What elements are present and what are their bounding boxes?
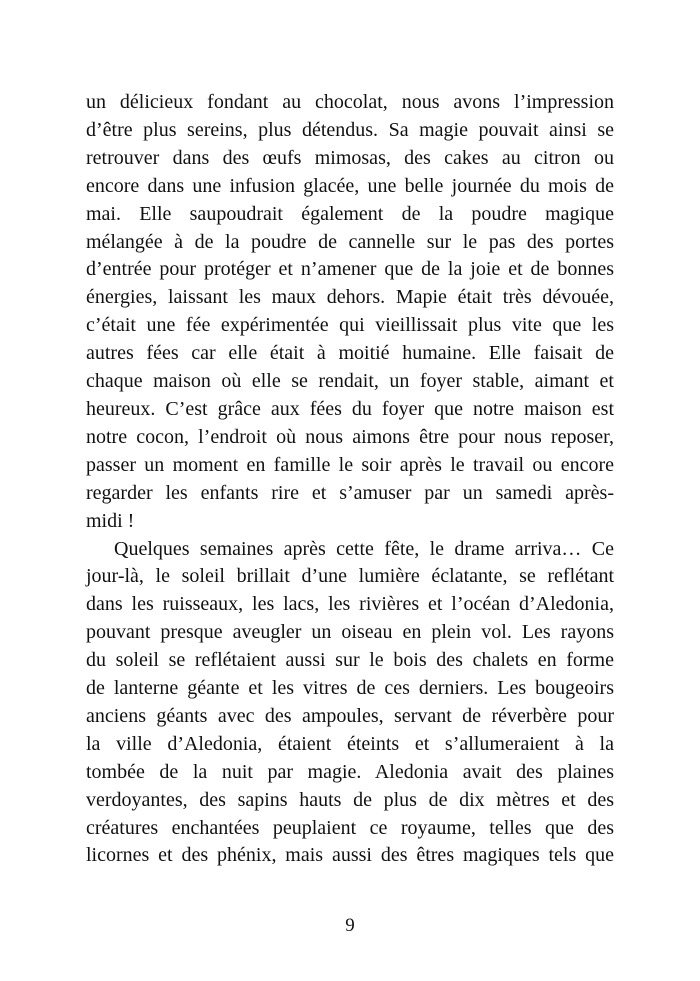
text-line: d’être plus sereins, plus détendus. Sa magie pouvait ainsi se bbox=[86, 118, 614, 141]
text-line: d’entrée pour protéger et n’amener que de la joie et de bonnes bbox=[86, 258, 614, 281]
text-line: autres fées car elle était à moitié humaine. Elle faisait de bbox=[86, 342, 614, 365]
text-line: encore dans une infusion glacée, une belle journée du mois de bbox=[86, 174, 614, 197]
text-line: la ville d’Aledonia, étaient éteints et s’allumeraient à la bbox=[86, 732, 614, 755]
text-line: heureux. C’est grâce aux fées du foyer que notre maison est bbox=[86, 397, 614, 420]
text-line: c’était une fée expérimentée qui vieillissait plus vite que les bbox=[86, 314, 614, 337]
text-line: dans les ruisseaux, les lacs, les rivières et l’océan d’Aledonia, bbox=[86, 593, 614, 616]
text-line: verdoyantes, des sapins hauts de plus de dix mètres et des bbox=[86, 788, 614, 811]
text-line: passer un moment en famille le soir après le travail ou encore bbox=[86, 453, 614, 476]
text-line: regarder les enfants rire et s’amuser par un samedi après- bbox=[86, 481, 614, 504]
text-line: énergies, laissant les maux dehors. Mapie était très dévouée, bbox=[86, 286, 614, 309]
text-line: un délicieux fondant au chocolat, nous avons l’impression bbox=[86, 91, 614, 113]
text-line: chaque maison où elle se rendait, un foyer stable, aimant et bbox=[86, 370, 614, 393]
paragraph bbox=[86, 89, 614, 536]
text-line: créatures enchantées peuplaient ce royaume, telles que des bbox=[86, 816, 614, 839]
text-line: retrouver dans des œufs mimosas, des cakes au citron ou bbox=[86, 146, 614, 169]
text-line: licornes et des phénix, mais aussi des êtres magiques tels que bbox=[86, 844, 614, 867]
text-line: pouvant presque aveugler un oiseau en plein vol. Les rayons bbox=[86, 621, 614, 644]
text-line: de lanterne géante et les vitres de ces derniers. Les bougeoirs bbox=[86, 677, 614, 700]
text-line: mélangée à de la poudre de cannelle sur le pas des portes bbox=[86, 230, 614, 253]
text-line: notre cocon, l’endroit où nous aimons être pour nous reposer, bbox=[86, 425, 614, 448]
text-line: Quelques semaines après cette fête, le drame arriva… Ce bbox=[114, 537, 614, 560]
text-line: tombée de la nuit par magie. Aledonia avait des plaines bbox=[86, 760, 614, 783]
text-line: jour-là, le soleil brillait d’une lumière éclatante, se reflétant bbox=[86, 565, 614, 588]
text-line: midi ! bbox=[86, 509, 135, 532]
page-body bbox=[86, 89, 614, 870]
text-line: mai. Elle saupoudrait également de la poudre magique bbox=[86, 202, 614, 225]
paragraph bbox=[86, 536, 614, 871]
page-number: 9 bbox=[345, 915, 355, 936]
text-line: anciens géants avec des ampoules, servant de réverbère pour bbox=[86, 704, 614, 727]
text-line: du soleil se reflétaient aussi sur le bois des chalets en forme bbox=[86, 649, 614, 672]
